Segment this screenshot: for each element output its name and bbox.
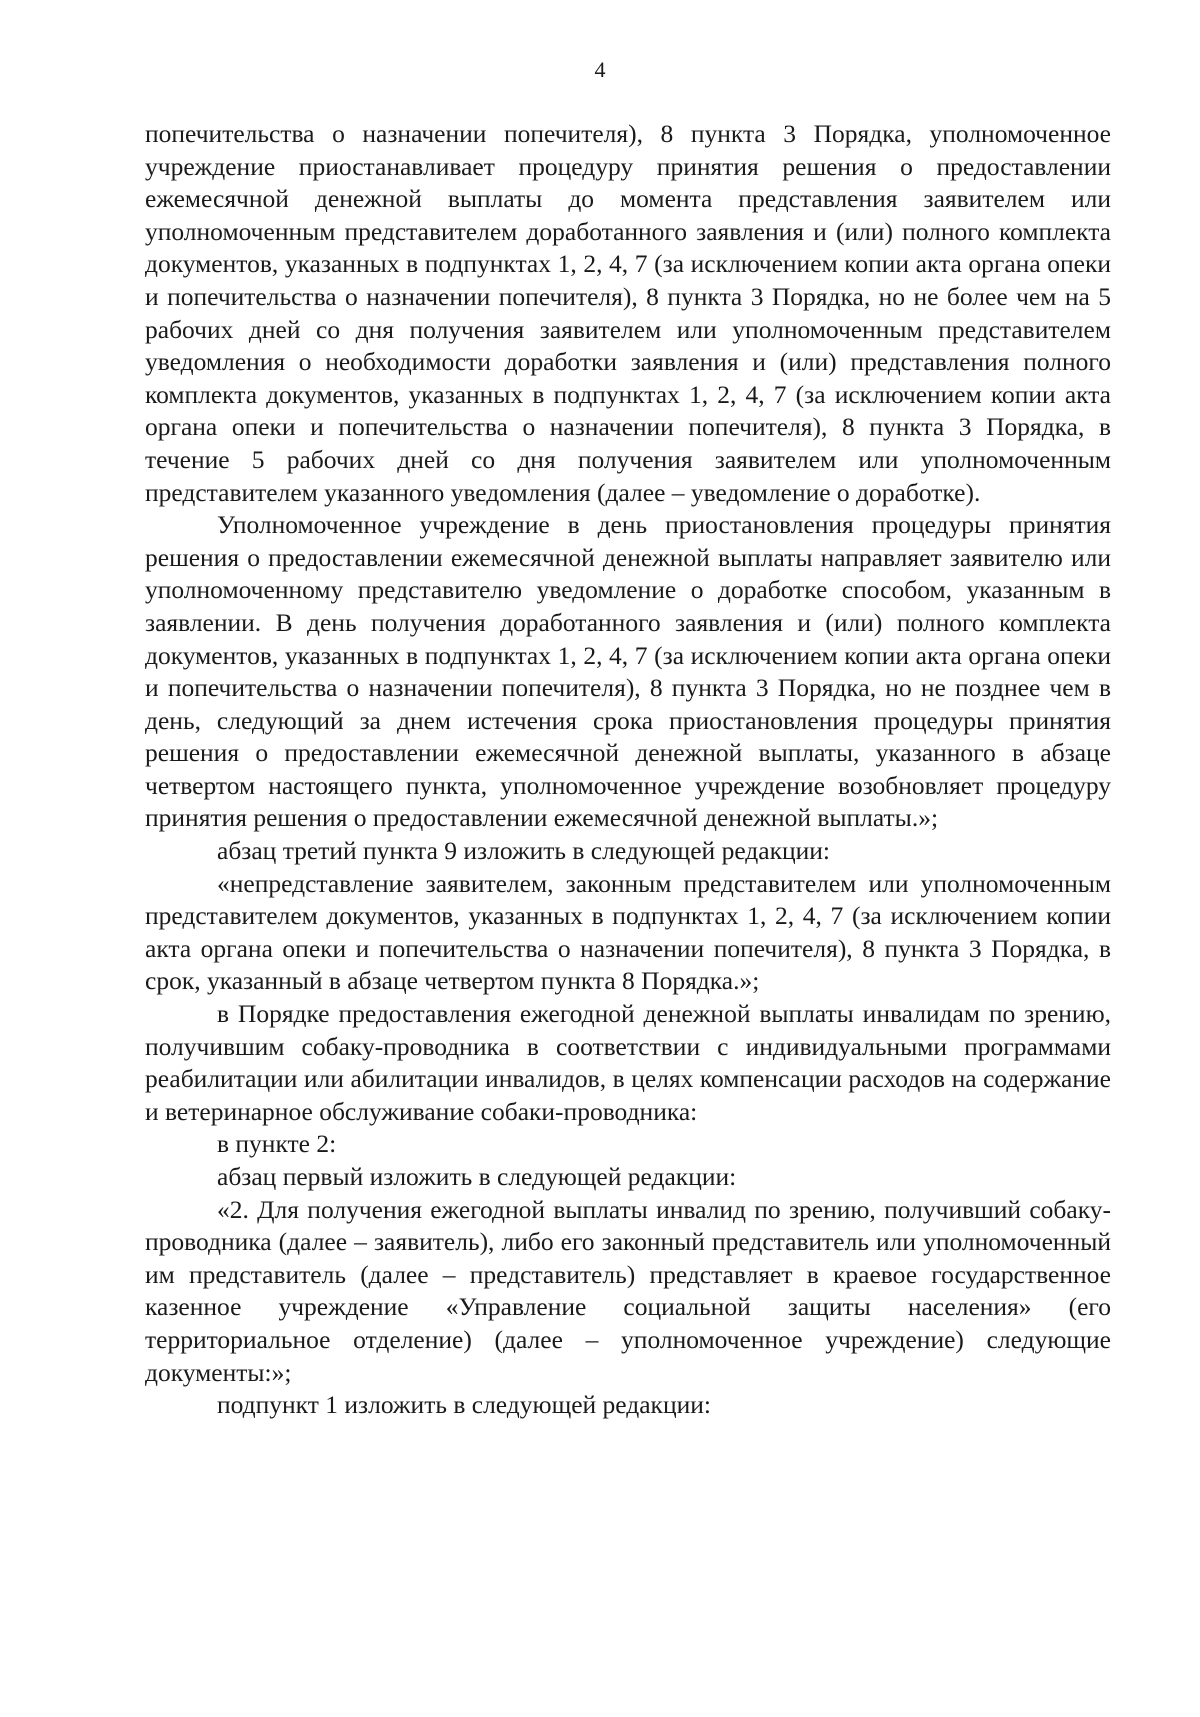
paragraph-instruction: абзац третий пункта 9 изложить в следующей редакции: bbox=[217, 836, 831, 866]
paragraph-instruction: подпункт 1 изложить в следующей редакции: bbox=[217, 1390, 711, 1420]
paragraph-notification: Уполномоченное учреждение в день приостановления процедуры принятия решения о предоставлении ежемесячной денежной выплаты направляет заявителю или уполномоченному представителю уведомление о доработке способом, указанным в заявлении. В день получения доработанного заявления и (или) полного комплекта документов, указанных в подпунктах 1, 2, 4, 7 (за исключением копии акта органа опеки и попечительства о назначении попечителя), 8 пункта 3 Порядка, но не позднее чем в день, следующий за днем истечения срока приостановления процедуры принятия решения о предоставлении ежемесячной денежной выплаты, указанного в абзаце четвертом настоящего пункта, уполномоченное учреждение возобновляет процедуру принятия решения о предоставлении ежемесячной денежной выплаты.»; bbox=[145, 510, 1111, 833]
paragraph-instruction: абзац первый изложить в следующей редакции: bbox=[217, 1162, 737, 1191]
paragraph-point-2: в пункте 2: bbox=[217, 1129, 337, 1159]
paragraph-quoted-text: «2. Для получения ежегодной выплаты инвалид по зрению, получивший собаку-проводника (далее – заявитель), либо его законный представитель или уполномоченный им представитель (далее – представитель) представляет в краевое государственное казенное учреждение «Управление социальной защиты населения» (его территориальное отделение) (далее – уполномоченное учреждение) следующие документы:»; bbox=[145, 1194, 1111, 1387]
paragraph-procedure: в Порядке предоставления ежегодной денежной выплаты инвалидам по зрению, получившим собаку-проводника в соответствии с индивидуальными программами реабилитации или абилитации инвалидов, в целях компенсации расходов на содержание и ветеринарное обслуживание собаки-проводника: bbox=[145, 999, 1111, 1126]
paragraph-continuation: попечительства о назначении попечителя), 8 пункта 3 Порядка, уполномоченное учреждение приостанавливает процедуру принятия решения о предоставлении ежемесячной денежной выплаты до момента представления заявителем или уполномоченным представителем доработанного заявления и (или) полного комплекта документов, указанных в подпунктах 1, 2, 4, 7 (за исключением копии акта органа опеки и попечительства о назначении попечителя), 8 пункта 3 Порядка, но не более чем на 5 рабочих дней со дня получения заявителем или уполномоченным представителем уведомления о необходимости доработки заявления и (или) представления полного комплекта документов, указанных в подпунктах 1, 2, 4, 7 (за исключением копии акта органа опеки и попечительства о назначении попечителя), 8 пункта 3 Порядка, в течение 5 рабочих дней со дня получения заявителем или уполномоченным представителем указанного уведомления (далее – уведомление о доработке). bbox=[145, 119, 1111, 507]
paragraph-quoted-text: «непредставление заявителем, законным представителем или уполномоченным представителем документов, указанных в подпунктах 1, 2, 4, 7 (за исключением копии акта органа опеки и попечительства о назначении попечителя), 8 пункта 3 Порядка, в срок, указанный в абзаце четвертом пункта 8 Порядка.»; bbox=[145, 868, 1111, 996]
document-body bbox=[145, 118, 1111, 1422]
page-number: 4 bbox=[594, 57, 606, 82]
